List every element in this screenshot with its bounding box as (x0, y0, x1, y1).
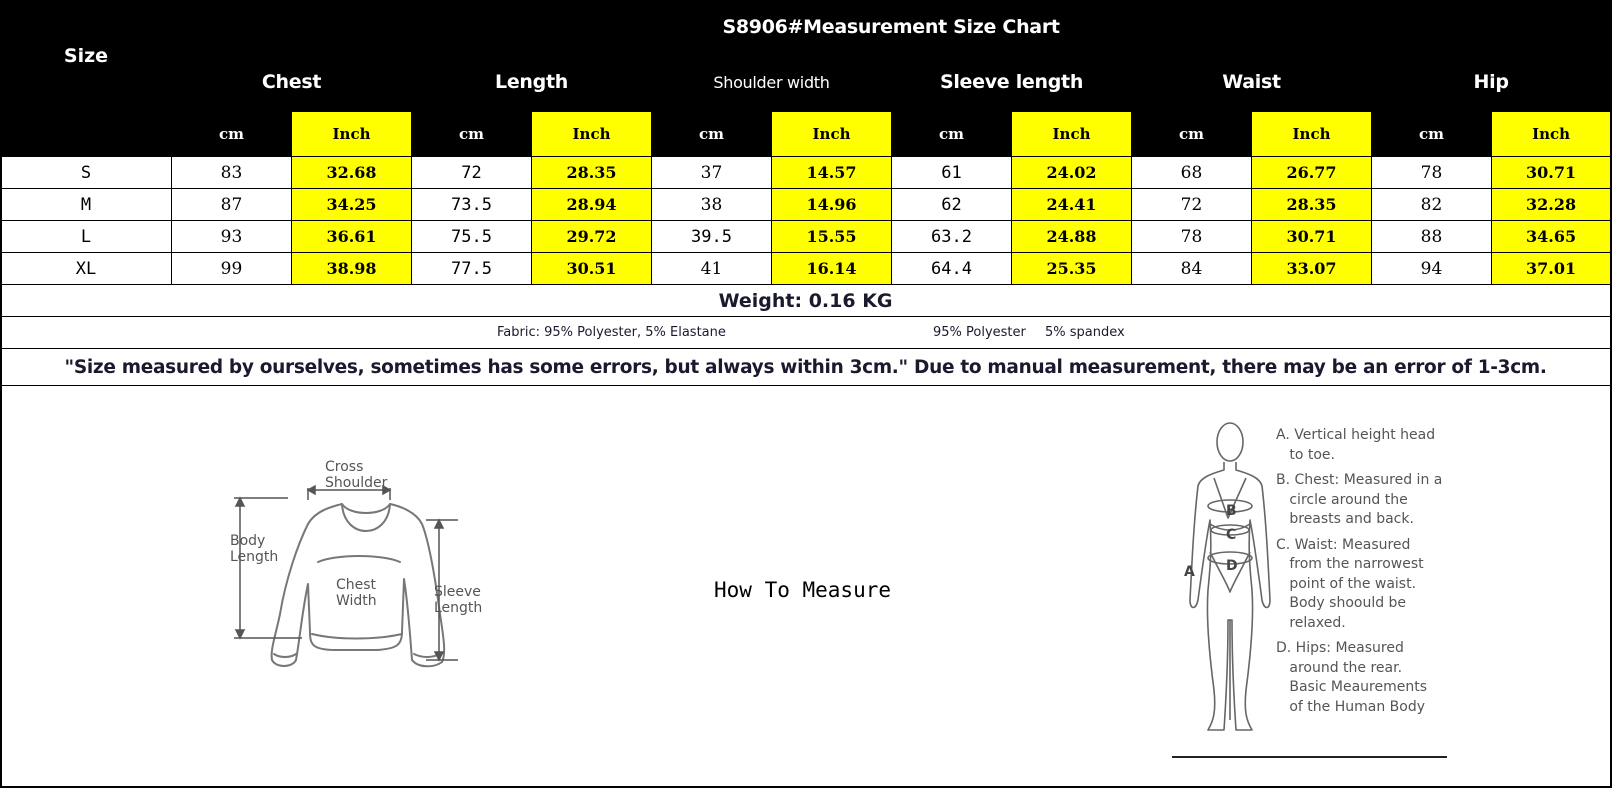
body-length-label: Body Length (230, 533, 279, 565)
chest-cm-cell: 99 (172, 253, 292, 285)
hip-cm-cell: 88 (1372, 221, 1492, 253)
sleeve-cm-cell: 64.4 (892, 253, 1012, 285)
sleeve-inch-cell: 24.88 (1012, 221, 1132, 253)
shoulder-cm-cell: 41 (652, 253, 772, 285)
legend-a: A. Vertical height head to toe. (1276, 427, 1436, 463)
table-row-m (1, 189, 1611, 221)
waist-inch-cell: 28.35 (1252, 189, 1372, 221)
unit-cm: cm (172, 112, 292, 157)
size-unit-blank (1, 112, 172, 157)
sweater-hem (312, 634, 402, 639)
shoulder-inch-cell: 14.96 (772, 189, 892, 221)
cross-shoulder-label: Cross Shoulder (325, 459, 388, 491)
group-header-hip: Hip (1372, 53, 1611, 112)
unit-inch: Inch (292, 112, 412, 157)
size-cell: L (1, 221, 172, 253)
unit-inch: Inch (1492, 112, 1611, 157)
sweater-left-cuff (274, 654, 296, 657)
arrowhead-bottom (236, 630, 244, 638)
shoulder-cm-cell: 38 (652, 189, 772, 221)
unit-inch: Inch (1252, 112, 1372, 157)
waist-cm-cell: 68 (1132, 157, 1252, 189)
length-cm-cell: 72 (412, 157, 532, 189)
unit-cm: cm (412, 112, 532, 157)
unit-cm: cm (652, 112, 772, 157)
length-cm-cell: 73.5 (412, 189, 532, 221)
waist-cm-cell: 84 (1132, 253, 1252, 285)
chest-cm-cell: 87 (172, 189, 292, 221)
waist-inch-cell: 26.77 (1252, 157, 1372, 189)
length-cm-cell: 77.5 (412, 253, 532, 285)
unit-cm: cm (892, 112, 1012, 157)
arrowhead-top (435, 520, 443, 528)
size-chart-table (0, 0, 1611, 386)
table-row-s (1, 157, 1611, 189)
sleeve-length-label: Sleeve Length (434, 584, 483, 616)
size-cell: S (1, 157, 172, 189)
size-column-header: Size (1, 1, 172, 112)
sleeve-inch-cell: 25.35 (1012, 253, 1132, 285)
hip-cm-cell: 82 (1372, 189, 1492, 221)
fabric-composition: Fabric: 95% Polyester, 5% Elastane (497, 325, 726, 340)
group-header-shoulder-width: Shoulder width (652, 53, 892, 112)
body-diagram (1180, 420, 1280, 740)
legend-d: D. Hips: Measured around the rear. Basic Meaurements of the Human Body (1276, 640, 1427, 715)
chest-inch-cell: 34.25 (292, 189, 412, 221)
unit-cm: cm (1372, 112, 1492, 157)
shoulder-inch-cell: 16.14 (772, 253, 892, 285)
hip-cm-cell: 94 (1372, 253, 1492, 285)
unit-inch: Inch (772, 112, 892, 157)
letter-a: A (1184, 564, 1195, 580)
arrowhead-bottom (435, 652, 443, 660)
sleeve-inch-cell: 24.02 (1012, 157, 1132, 189)
weight-info: Weight: 0.16 KG (1, 285, 1611, 317)
waist-inch-cell: 33.07 (1252, 253, 1372, 285)
unit-cm: cm (1132, 112, 1252, 157)
sleeve-inch-cell: 24.41 (1012, 189, 1132, 221)
length-cm-cell: 75.5 (412, 221, 532, 253)
sweater-neckline (342, 504, 390, 531)
chest-inch-cell: 32.68 (292, 157, 412, 189)
letter-d: D (1226, 558, 1238, 574)
length-inch-cell: 28.94 (532, 189, 652, 221)
hip-inch-cell: 37.01 (1492, 253, 1611, 285)
legend-c: C. Waist: Measured from the narrowest point of the waist. Body shoould be relaxed. (1276, 536, 1424, 631)
how-to-measure-heading: How To Measure (714, 578, 892, 602)
fabric-polyester: 95% Polyester (933, 325, 1026, 340)
shoulder-inch-cell: 15.55 (772, 221, 892, 253)
chest-width-label: Chest Width (336, 577, 377, 609)
unit-inch: Inch (532, 112, 652, 157)
chart-title: S8906#Measurement Size Chart (172, 1, 1611, 53)
group-header-waist: Waist (1132, 53, 1372, 112)
sleeve-cm-cell: 63.2 (892, 221, 1012, 253)
group-header-chest: Chest (172, 53, 412, 112)
hip-inch-cell: 30.71 (1492, 157, 1611, 189)
measurement-note: "Size measured by ourselves, sometimes has some errors, but always within 3cm." Due to manual measurement, there may be an error of 1-3cm. (1, 349, 1611, 386)
legend-b: B. Chest: Measured in a circle around the breasts and back. (1276, 472, 1443, 527)
arrowhead-left (308, 486, 315, 494)
chest-cm-cell: 83 (172, 157, 292, 189)
table-row-xl (1, 253, 1611, 285)
group-header-length: Length (412, 53, 652, 112)
head-outline (1217, 423, 1243, 461)
fabric-info (1, 317, 1611, 349)
arrowhead-top (236, 498, 244, 506)
sleeve-cm-cell: 61 (892, 157, 1012, 189)
letter-b: B (1226, 503, 1237, 519)
size-cell: XL (1, 253, 172, 285)
sweater-chest-band (318, 556, 400, 562)
hip-inch-cell: 34.65 (1492, 221, 1611, 253)
size-cell: M (1, 189, 172, 221)
length-inch-cell: 29.72 (532, 221, 652, 253)
table-row-l (1, 221, 1611, 253)
legend-baseline (1172, 756, 1447, 758)
sleeve-cm-cell: 62 (892, 189, 1012, 221)
hip-inch-cell: 32.28 (1492, 189, 1611, 221)
fabric-spandex: 5% spandex (1045, 325, 1125, 340)
chest-cm-cell: 93 (172, 221, 292, 253)
waist-cm-cell: 78 (1132, 221, 1252, 253)
unit-inch: Inch (1012, 112, 1132, 157)
shoulder-cm-cell: 37 (652, 157, 772, 189)
chest-inch-cell: 38.98 (292, 253, 412, 285)
measurement-legend (1276, 426, 1466, 723)
shoulder-inch-cell: 14.57 (772, 157, 892, 189)
length-inch-cell: 30.51 (532, 253, 652, 285)
waist-cm-cell: 72 (1132, 189, 1252, 221)
length-inch-cell: 28.35 (532, 157, 652, 189)
group-header-sleeve-length: Sleeve length (892, 53, 1132, 112)
waist-inch-cell: 30.71 (1252, 221, 1372, 253)
letter-c: C (1226, 527, 1237, 543)
chest-inch-cell: 36.61 (292, 221, 412, 253)
shoulder-cm-cell: 39.5 (652, 221, 772, 253)
hip-cm-cell: 78 (1372, 157, 1492, 189)
